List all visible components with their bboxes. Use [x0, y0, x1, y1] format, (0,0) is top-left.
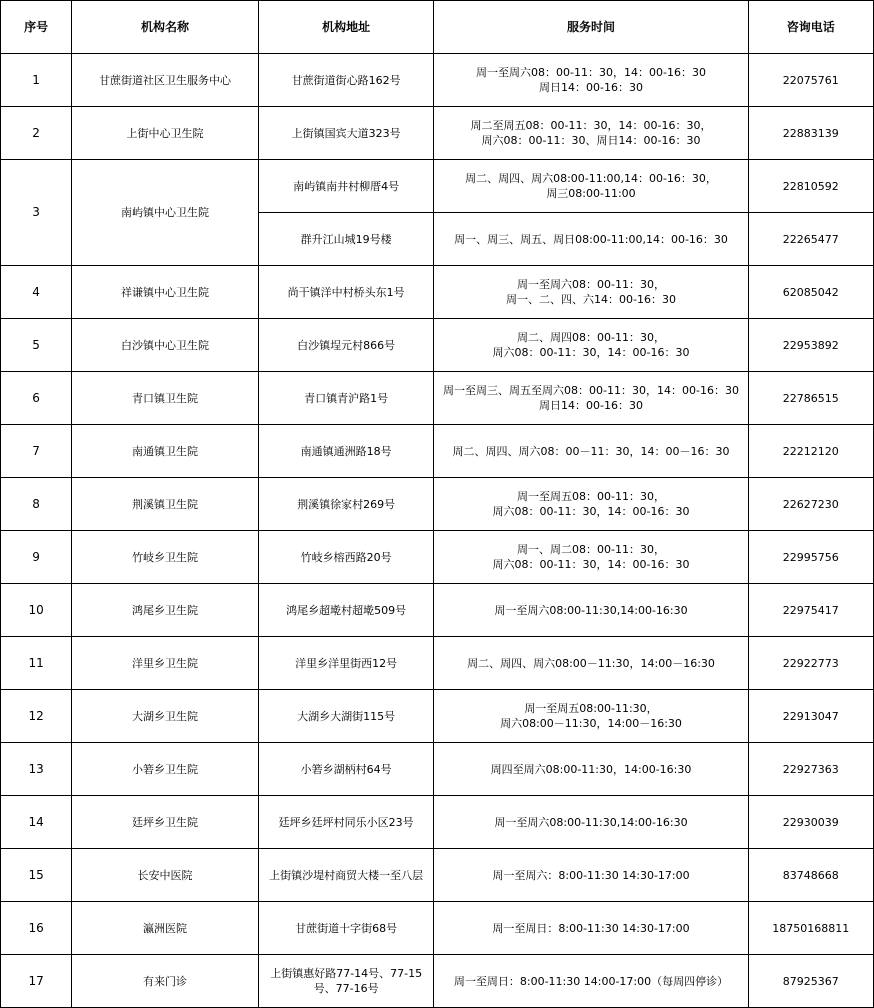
hours-line: 周三08:00-11:00 — [546, 187, 636, 200]
row-phone: 22927363 — [748, 743, 873, 796]
row-address: 上街镇国宾大道323号 — [258, 107, 434, 160]
hours-line: 周一至周六08：00-11：30，14：00-16：30 — [476, 66, 706, 79]
table-row — [1, 637, 874, 690]
table-row — [1, 584, 874, 637]
hours-line: 周一至周六：8:00-11:30 14:30-17:00 — [492, 868, 690, 882]
row-address: 甘蔗街道街心路162号 — [258, 54, 434, 107]
table-row — [1, 107, 874, 160]
hours-line: 周六08：00-11：30，14：00-16：30 — [492, 346, 690, 359]
row-name: 洋里乡卫生院 — [72, 637, 259, 690]
hours-line: 周日14：00-16：30 — [539, 81, 643, 94]
row-name: 有来门诊 — [72, 955, 259, 1008]
row-phone: 22810592 — [748, 160, 873, 213]
row-hours — [434, 902, 748, 955]
header-name: 机构名称 — [72, 1, 259, 54]
row-seq: 11 — [1, 637, 72, 690]
hours-line: 周一至周六08:00-11:30,14:00-16:30 — [494, 603, 688, 617]
row-address: 群升江山城19号楼 — [258, 213, 434, 266]
row-phone: 22975417 — [748, 584, 873, 637]
hours-line: 周一至周日：8:00-11:30 14:30-17:00 — [492, 921, 690, 935]
hours-line: 周二、周四、周六08:00-11:00,14：00-16：30， — [465, 172, 717, 185]
row-hours — [434, 584, 748, 637]
hours-line: 周二、周四08：00-11：30， — [517, 331, 665, 344]
hours-line: 周二、周四、周六08：00－11：30，14：00－16：30 — [452, 444, 730, 458]
table-row — [1, 902, 874, 955]
row-address: 鸿尾乡超墘村超墘509号 — [258, 584, 434, 637]
row-seq: 5 — [1, 319, 72, 372]
table-row — [1, 266, 874, 319]
row-name: 竹岐乡卫生院 — [72, 531, 259, 584]
row-hours — [434, 54, 748, 107]
hours-line: 周六08:00－11:30，14:00－16:30 — [500, 717, 682, 730]
row-name: 瀛洲医院 — [72, 902, 259, 955]
row-seq: 14 — [1, 796, 72, 849]
row-hours — [434, 796, 748, 849]
header-hours: 服务时间 — [434, 1, 748, 54]
row-hours — [434, 637, 748, 690]
row-seq: 6 — [1, 372, 72, 425]
row-address: 尚干镇洋中村桥头东1号 — [258, 266, 434, 319]
row-phone: 22953892 — [748, 319, 873, 372]
row-seq: 7 — [1, 425, 72, 478]
hours-line: 周二至周五08：00-11：30，14：00-16：30， — [470, 119, 712, 132]
row-name: 长安中医院 — [72, 849, 259, 902]
row-seq: 17 — [1, 955, 72, 1008]
row-hours — [434, 955, 748, 1008]
hours-line: 周一至周三、周五至周六08：00-11：30，14：00-16：30 — [443, 384, 739, 397]
row-phone: 22075761 — [748, 54, 873, 107]
row-phone: 62085042 — [748, 266, 873, 319]
row-phone: 22627230 — [748, 478, 873, 531]
row-address: 甘蔗街道十字街68号 — [258, 902, 434, 955]
row-hours — [434, 478, 748, 531]
row-hours — [434, 743, 748, 796]
row-name: 南屿镇中心卫生院 — [72, 160, 259, 266]
row-address: 竹岐乡榕西路20号 — [258, 531, 434, 584]
table-row — [1, 160, 874, 213]
table-row — [1, 849, 874, 902]
row-hours — [434, 690, 748, 743]
row-name: 廷坪乡卫生院 — [72, 796, 259, 849]
table-row — [1, 425, 874, 478]
row-name: 白沙镇中心卫生院 — [72, 319, 259, 372]
row-hours — [434, 425, 748, 478]
row-hours — [434, 107, 748, 160]
row-address: 南屿镇南井村柳厝4号 — [258, 160, 434, 213]
table-row — [1, 531, 874, 584]
table-row — [1, 955, 874, 1008]
row-phone: 22930039 — [748, 796, 873, 849]
row-phone: 22212120 — [748, 425, 873, 478]
row-name: 祥谦镇中心卫生院 — [72, 266, 259, 319]
row-hours — [434, 372, 748, 425]
row-phone: 83748668 — [748, 849, 873, 902]
row-name: 南通镇卫生院 — [72, 425, 259, 478]
hours-line: 周一至周日：8:00-11:30 14:00-17:00（每周四停诊） — [453, 974, 729, 988]
row-address: 上街镇沙堤村商贸大楼一至八层 — [258, 849, 434, 902]
table-row — [1, 743, 874, 796]
row-seq: 1 — [1, 54, 72, 107]
row-address: 洋里乡洋里街西12号 — [258, 637, 434, 690]
row-hours — [434, 849, 748, 902]
row-address: 青口镇青沪路1号 — [258, 372, 434, 425]
hours-line: 周一、周二08：00-11：30， — [517, 543, 665, 556]
row-seq: 3 — [1, 160, 72, 266]
row-address: 小箬乡湖柄村64号 — [258, 743, 434, 796]
row-phone: 18750168811 — [748, 902, 873, 955]
row-address: 荆溪镇徐家村269号 — [258, 478, 434, 531]
table-row — [1, 54, 874, 107]
row-name: 青口镇卫生院 — [72, 372, 259, 425]
header-seq: 序号 — [1, 1, 72, 54]
table-row — [1, 372, 874, 425]
hours-line: 周四至周六08:00-11:30，14:00-16:30 — [490, 762, 692, 776]
row-seq: 15 — [1, 849, 72, 902]
row-hours — [434, 266, 748, 319]
row-address: 廷坪乡廷坪村同乐小区23号 — [258, 796, 434, 849]
hours-line: 周六08：00-11：30，14：00-16：30 — [492, 505, 690, 518]
row-seq: 4 — [1, 266, 72, 319]
row-seq: 12 — [1, 690, 72, 743]
row-phone: 87925367 — [748, 955, 873, 1008]
row-hours — [434, 160, 748, 213]
table-row — [1, 690, 874, 743]
header-phone: 咨询电话 — [748, 1, 873, 54]
hours-line: 周一、周三、周五、周日08:00-11:00,14：00-16：30 — [454, 232, 728, 246]
hours-line: 周六08：00-11：30，14：00-16：30 — [492, 558, 690, 571]
row-address: 白沙镇埕元村866号 — [258, 319, 434, 372]
row-seq: 8 — [1, 478, 72, 531]
row-phone: 22922773 — [748, 637, 873, 690]
hours-line: 周一至周五08：00-11：30， — [517, 490, 665, 503]
hours-line: 周一至周五08:00-11:30， — [524, 702, 658, 715]
row-name: 上街中心卫生院 — [72, 107, 259, 160]
row-hours — [434, 319, 748, 372]
header-address: 机构地址 — [258, 1, 434, 54]
row-seq: 10 — [1, 584, 72, 637]
hours-line: 周二、周四、周六08:00－11:30，14:00－16:30 — [467, 656, 715, 670]
row-phone: 22883139 — [748, 107, 873, 160]
hours-line: 周日14：00-16：30 — [539, 399, 643, 412]
row-name: 大湖乡卫生院 — [72, 690, 259, 743]
row-phone: 22995756 — [748, 531, 873, 584]
row-seq: 13 — [1, 743, 72, 796]
row-name: 鸿尾乡卫生院 — [72, 584, 259, 637]
row-phone: 22265477 — [748, 213, 873, 266]
row-address: 南通镇通洲路18号 — [258, 425, 434, 478]
row-seq: 16 — [1, 902, 72, 955]
row-hours — [434, 213, 748, 266]
hours-line: 周一至周六08:00-11:30,14:00-16:30 — [494, 815, 688, 829]
header-row — [1, 1, 874, 54]
hours-line: 周一至周六08：00-11：30， — [517, 278, 665, 291]
row-seq: 2 — [1, 107, 72, 160]
hours-line: 周六08：00-11：30、周日14：00-16：30 — [481, 134, 701, 147]
row-hours — [434, 531, 748, 584]
row-name: 荆溪镇卫生院 — [72, 478, 259, 531]
table-row — [1, 478, 874, 531]
table-row — [1, 796, 874, 849]
hours-line: 周一、二、四、六14：00-16：30 — [506, 293, 676, 306]
row-seq: 9 — [1, 531, 72, 584]
row-address: 上街镇惠好路77-14号、77-15号、77-16号 — [258, 955, 434, 1008]
row-name: 甘蔗街道社区卫生服务中心 — [72, 54, 259, 107]
row-phone: 22913047 — [748, 690, 873, 743]
table-row — [1, 319, 874, 372]
row-phone: 22786515 — [748, 372, 873, 425]
row-name: 小箬乡卫生院 — [72, 743, 259, 796]
row-address: 大湖乡大湖街115号 — [258, 690, 434, 743]
